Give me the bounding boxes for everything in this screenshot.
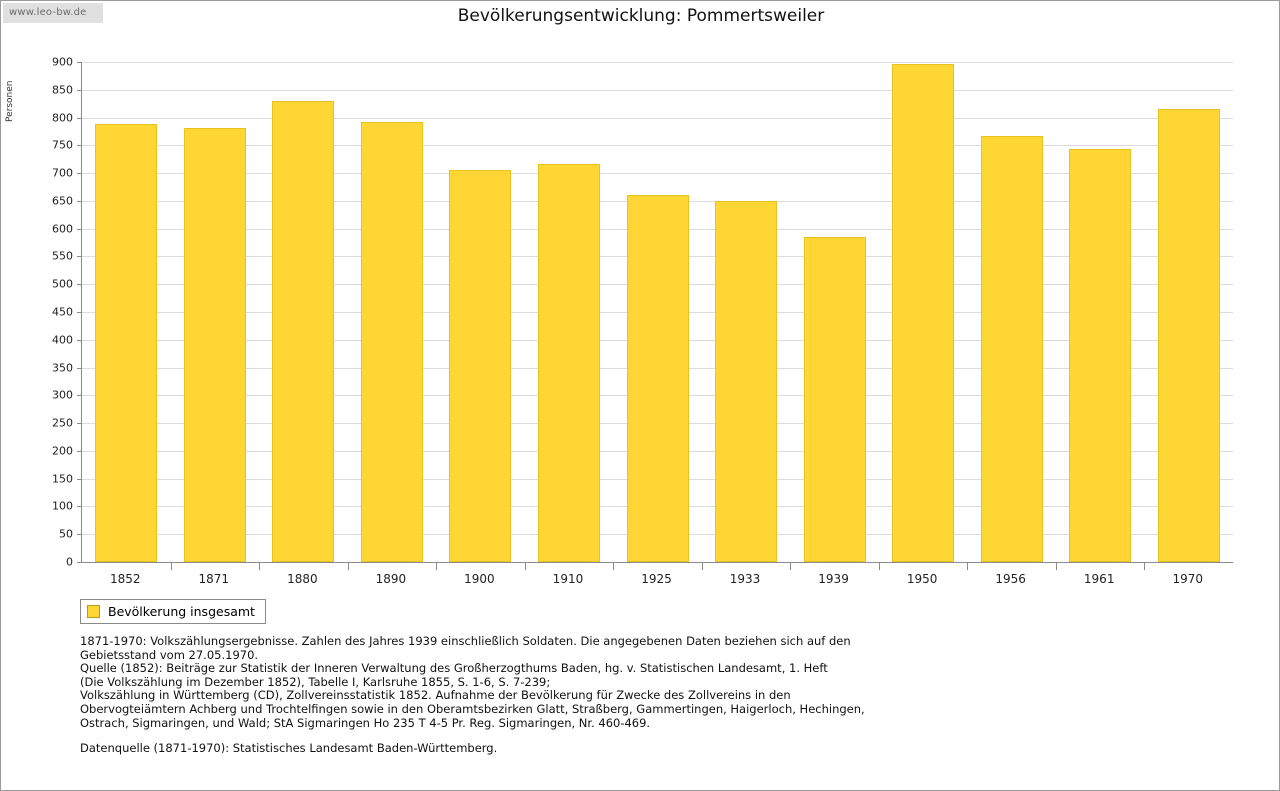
chart-notes <box>80 635 1200 756</box>
gridline <box>82 90 1233 91</box>
note-line: (Die Volkszählung im Dezember 1852), Tabelle I, Karlsruhe 1855, S. 1-6, S. 7-239; <box>80 674 551 689</box>
x-tick-label: 1910 <box>552 572 584 586</box>
gridline <box>82 62 1233 63</box>
x-tick <box>348 563 349 570</box>
x-tick-label: 1925 <box>641 572 672 586</box>
x-tick <box>1144 563 1145 570</box>
bar[interactable] <box>1069 149 1131 562</box>
y-tick <box>77 506 82 507</box>
x-tick-label: 1890 <box>375 572 407 586</box>
x-tick <box>702 563 703 570</box>
bar[interactable] <box>627 195 689 562</box>
y-tick-label: 600 <box>52 222 73 236</box>
x-tick <box>525 563 526 570</box>
note-line: Volkszählung in Württemberg (CD), Zollvereinsstatistik 1852. Aufnahme der Bevölkerung für Zwecke des Zollvereins in den <box>80 688 791 703</box>
bar[interactable] <box>95 124 157 562</box>
y-tick-label: 400 <box>52 333 73 347</box>
x-tick-label: 1961 <box>1083 572 1115 586</box>
bar[interactable] <box>449 170 511 562</box>
y-tick <box>77 62 82 63</box>
y-tick-label: 300 <box>52 388 73 402</box>
y-tick <box>77 368 82 369</box>
x-tick-label: 1880 <box>287 572 318 586</box>
y-tick <box>77 201 82 202</box>
x-tick-label: 1933 <box>729 572 761 586</box>
page-title: Bevölkerungsentwicklung: Pommertsweiler <box>457 6 825 26</box>
y-tick-label: 550 <box>52 249 73 263</box>
y-tick-label: 450 <box>52 305 73 319</box>
y-tick-label: 350 <box>52 361 73 375</box>
bar[interactable] <box>272 101 334 562</box>
x-tick-label: 1871 <box>198 572 230 586</box>
y-tick <box>77 284 82 285</box>
x-tick <box>790 563 791 570</box>
y-tick <box>77 340 82 341</box>
y-tick <box>77 534 82 535</box>
legend-swatch-icon <box>87 605 100 618</box>
gridline <box>82 145 1233 146</box>
plot-area <box>81 62 1233 563</box>
bar[interactable] <box>804 237 866 562</box>
x-tick-label: 1956 <box>995 572 1026 586</box>
x-tick <box>259 563 260 570</box>
y-tick <box>77 395 82 396</box>
chart-legend <box>80 599 266 624</box>
note-line: Ostrach, Sigmaringen, und Wald; StA Sigmaringen Ho 235 T 4-5 Pr. Reg. Sigmaringen, Nr. 460-469. <box>80 715 651 730</box>
y-tick-label: 650 <box>52 194 73 208</box>
x-tick-label: 1950 <box>906 572 938 586</box>
watermark-label: www.leo-bw.de <box>3 3 103 23</box>
y-tick-label: 150 <box>52 472 73 486</box>
x-tick <box>879 563 880 570</box>
y-tick <box>77 451 82 452</box>
bar[interactable] <box>184 128 246 562</box>
x-tick <box>967 563 968 570</box>
x-tick <box>613 563 614 570</box>
y-tick <box>77 229 82 230</box>
x-tick-label: 1970 <box>1172 572 1203 586</box>
x-tick-label: 1852 <box>109 572 141 586</box>
gridline <box>82 118 1233 119</box>
y-tick-label: 0 <box>66 555 73 569</box>
x-tick-label: 1939 <box>818 572 849 586</box>
y-tick <box>77 256 82 257</box>
x-tick <box>1056 563 1057 570</box>
y-tick <box>77 423 82 424</box>
bar[interactable] <box>1158 109 1220 562</box>
x-tick-label: 1900 <box>464 572 495 586</box>
bar[interactable] <box>981 136 1043 562</box>
y-tick <box>77 312 82 313</box>
y-tick <box>77 562 82 563</box>
y-tick <box>77 173 82 174</box>
y-tick-label: 800 <box>52 111 73 125</box>
bar[interactable] <box>538 164 600 562</box>
note-line: Quelle (1852): Beiträge zur Statistik der Inneren Verwaltung des Großherzogthums Baden, hg. v. Statistischen Landesamt, 1. Heft <box>80 661 828 676</box>
x-tick <box>171 563 172 570</box>
y-tick-label: 250 <box>52 416 73 430</box>
y-tick-label: 900 <box>52 55 73 69</box>
y-tick <box>77 90 82 91</box>
y-tick-label: 50 <box>59 527 73 541</box>
y-tick-label: 700 <box>52 166 73 180</box>
y-tick <box>77 118 82 119</box>
note-line: Gebietsstand vom 27.05.1970. <box>80 647 259 662</box>
bar[interactable] <box>361 122 423 562</box>
y-tick-label: 100 <box>52 499 73 513</box>
y-tick-label: 500 <box>52 277 73 291</box>
gridline <box>82 173 1233 174</box>
y-tick <box>77 145 82 146</box>
legend-label: Bevölkerung insgesamt <box>108 604 255 619</box>
y-tick-label: 200 <box>52 444 73 458</box>
note-line: Obervogteiämtern Achberg und Trochtelfingen sowie in den Oberamtsbezirken Glatt, Straßberg, Gammertingen, Haigerloch, Hechingen, <box>80 701 865 716</box>
x-tick <box>436 563 437 570</box>
y-axis-label: Personen <box>5 80 15 122</box>
y-tick-label: 850 <box>52 83 73 97</box>
y-tick-label: 750 <box>52 138 73 152</box>
bar[interactable] <box>715 201 777 562</box>
bar[interactable] <box>892 64 954 562</box>
y-tick <box>77 479 82 480</box>
note-source: Datenquelle (1871-1970): Statistisches Landesamt Baden-Württemberg. <box>80 741 498 756</box>
note-line: 1871-1970: Volkszählungsergebnisse. Zahlen des Jahres 1939 einschließlich Soldaten. Die angegebenen Daten beziehen sich auf den <box>80 634 851 648</box>
